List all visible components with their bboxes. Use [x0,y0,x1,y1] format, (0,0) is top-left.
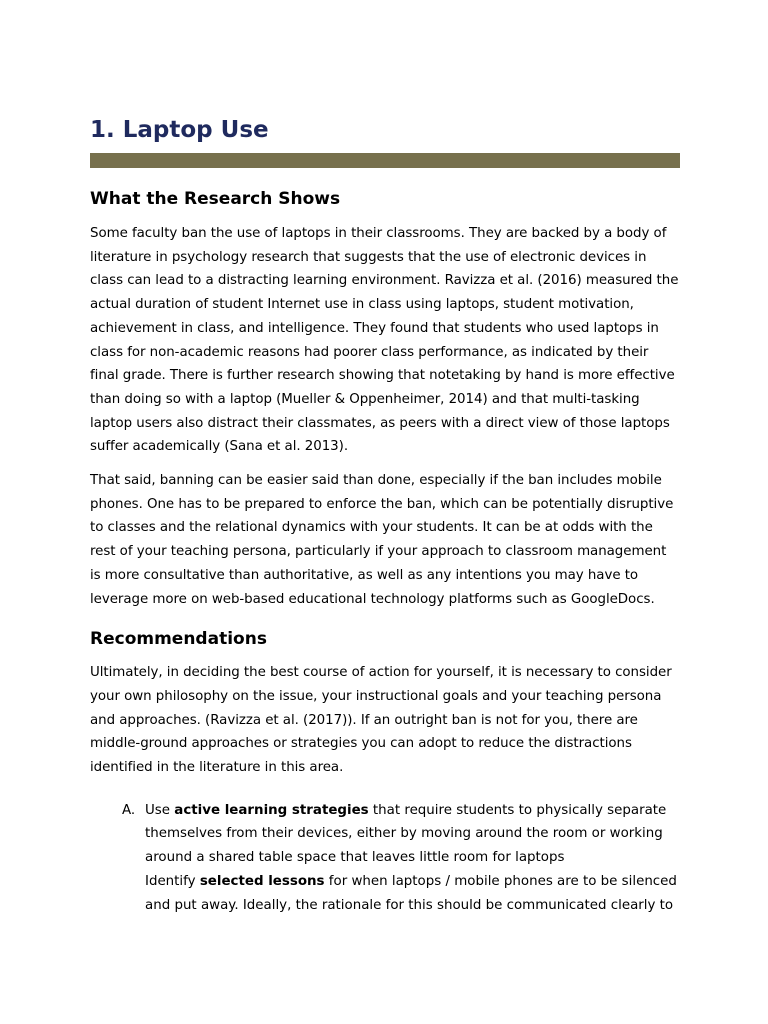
title-rule [90,153,680,168]
research-paragraph-2: That said, banning can be easier said than done, especially if the ban includes mobile phones. One has to be prepared to enforce the ban, which can be potentially disruptive to classes and the relational dynamics with your students. It can be at odds with the rest of your teaching persona, particularly if your approach to classroom management is more consultative than authoritative, as well as any intentions you may have to leverage more on web-based educational technology platforms such as GoogleDocs. [90,473,674,607]
list-marker: A. [122,802,136,818]
section-heading-recommendations: Recommendations [90,629,267,650]
list-item [90,799,680,918]
recommendations-list [90,799,680,918]
research-paragraph-1: Some faculty ban the use of laptops in their classrooms. They are backed by a body of literature in psychology research that suggests that the use of electronic devices in class can lead to a distracting learning environment. Ravizza et al. (2016) measured the actual duration of student Internet use in class using laptops, student motivation, achievement in class, and intelligence. They found that students who used laptops in class for non-academic reasons had poorer class performance, as indicated by their final grade. There is further research showing that notetaking by hand is more effective than doing so with a laptop (Mueller & Oppenheimer, 2014) and that multi-tasking laptop users also distract their classmates, as peers with a direct view of those laptops suffer academically (Sana et al. 2013). [90,226,679,455]
list-item-text: Use [145,802,175,818]
recommendations-paragraph: Ultimately, in deciding the best course of action for yourself, it is necessary to consider your own philosophy on the issue, your instructional goals and your teaching persona and approaches. (Ravizza et al. (2017)). If an outright ban is not for you, there are middle-ground approaches or strategies you can adopt to reduce the distractions identified in the literature in this area. [90,665,672,776]
list-item-text-1 [145,799,680,870]
document-page [90,112,680,917]
list-item-text: that require students to physically separate themselves from their devices, either by moving around the room or working around a shared table space that leaves little room for laptops [145,802,667,866]
list-item-emphasis: active learning strategies [174,802,369,818]
document-title: 1. Laptop Use [90,117,269,143]
list-item-emphasis: selected lessons [199,873,325,889]
list-item-text: Identify [145,873,200,889]
list-item-text-2 [145,870,680,917]
section-heading-research: What the Research Shows [90,189,341,209]
list-item-text: for when laptops / mobile phones are to be silenced and put away. Ideally, the rationale for this should be communicated clearly to [145,873,677,913]
